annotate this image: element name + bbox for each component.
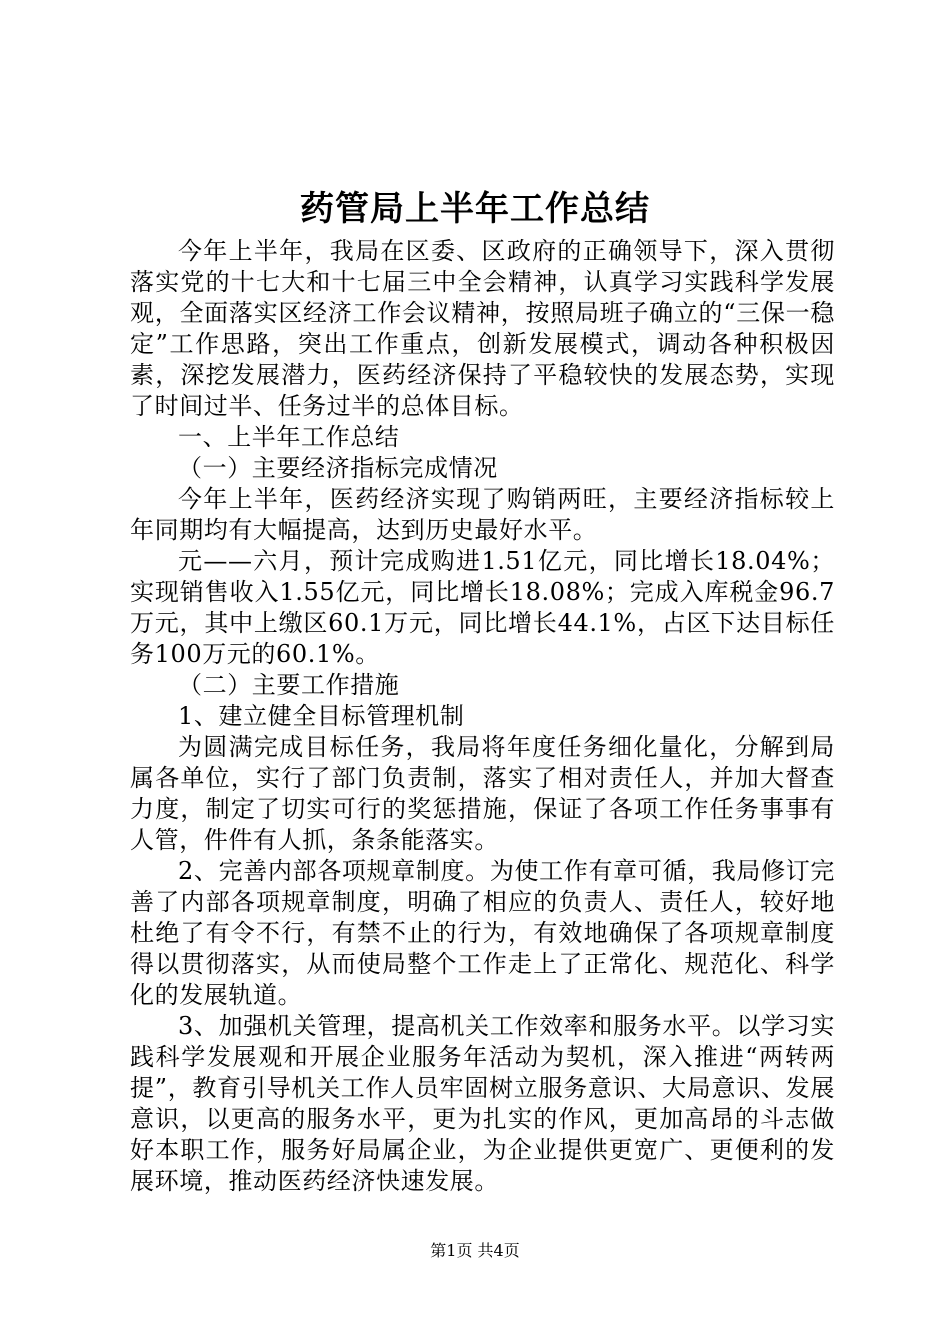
economic-summary-paragraph: 今年上半年，医药经济实现了购销两旺，主要经济指标较上年同期均有大幅提高，达到历史最好水平。 [130, 485, 835, 544]
subsection-heading-2: （二）主要工作措施 [178, 671, 400, 699]
page-number-footer: 第1页 共4页 [430, 1241, 520, 1260]
document-title: 药管局上半年工作总结 [300, 189, 650, 229]
measure-1-paragraph: 为圆满完成目标任务，我局将年度任务细化量化，分解到局属各单位，实行了部门负责制，落实了相对责任人，并加大督查力度，制定了切实可行的奖惩措施，保证了各项工作任务事事有人管，件件有人抓，条条能落实。 [130, 733, 835, 854]
measure-2-paragraph: 2、完善内部各项规章制度。为使工作有章可循，我局修订完善了内部各项规章制度，明确了相应的负责人、责任人，较好地杜绝了有令不行，有禁不止的行为，有效地确保了各项规章制度得以贯彻落实，从而使局整个工作走上了正常化、规范化、科学化的发展轨道。 [130, 857, 835, 1009]
document-body [130, 236, 835, 1197]
measure-3-paragraph: 3、加强机关管理，提高机关工作效率和服务水平。以学习实践科学发展观和开展企业服务年活动为契机，深入推进“两转两提”，教育引导机关工作人员牢固树立服务意识、大局意识、发展意识，以更高的服务水平，更为扎实的作风，更加高昂的斗志做好本职工作，服务好局属企业，为企业提供更宽广、更便利的发展环境，推动医药经济快速发展。 [130, 1012, 835, 1195]
economic-figures-paragraph: 元——六月，预计完成购进1.51亿元，同比增长18.04%；实现销售收入1.55亿元，同比增长18.08%；完成入库税金96.7万元，其中上缴区60.1万元，同比增长44.1%，占区下达目标任务100万元的60.1%。 [130, 547, 835, 668]
intro-paragraph: 今年上半年，我局在区委、区政府的正确领导下，深入贯彻落实党的十七大和十七届三中全会精神，认真学习实践科学发展观，全面落实区经济工作会议精神，按照局班子确立的“三保一稳定”工作思路，突出工作重点，创新发展模式，调动各种积极因素，深挖发展潜力，医药经济保持了平稳较快的发展态势，实现了时间过半、任务过半的总体目标。 [130, 237, 835, 420]
subsection-heading-1: （一）主要经济指标完成情况 [178, 454, 498, 482]
section-heading-1: 一、上半年工作总结 [178, 423, 400, 451]
measure-heading-1: 1、建立健全目标管理机制 [178, 702, 465, 730]
